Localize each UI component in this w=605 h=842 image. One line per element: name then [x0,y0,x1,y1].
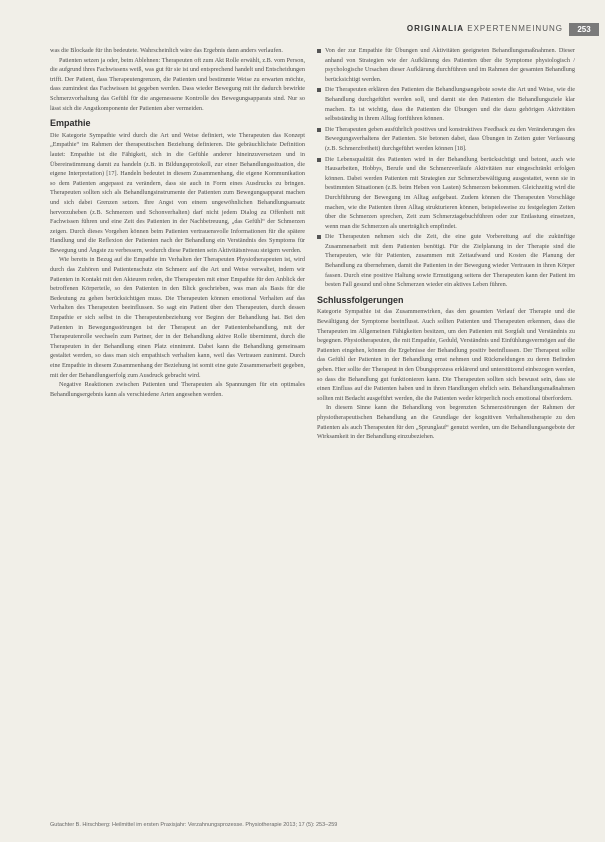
bullet-square-icon [317,88,321,92]
list-item [317,155,575,232]
page-number: 253 [569,23,599,36]
body-paragraph: Patienten setzen ja oder, beim Ablehnen: Therapeuten oft zum Akt Rolle erwählt, z.B. vom Person, die aufgrund ihres Fachwissens weiß, was gut für sie ist und entsprechend handelt und Entscheidungen trifft. Der Patient, dass Therapeutengrenzen, die Patienten und bestimmte Weise zu erwarten möchte, dass zumindest das Fachwissen ist gegeben werden. Dass wieder Bewegung mit ihr dadurch bewirkte Schmerzvorhaltung das Gefühl für die angemessene Kontrolle des Bewegungsapparats sind. Nur so lässt sich die Angstkomponente der Patienten aber vermeiden. [50,56,305,112]
bullet-list [317,46,575,290]
section-heading-empathie: Empathie [50,118,91,129]
body-paragraph: Die Kategorie Sympathie wird durch die Art und Weise definiert, wie Therapeuten das Konzept „Empathie“ im Rahmen der therapeutischen Beziehung definieren. Die gebräuchlichste Definition lautet: Empathie ist die Fähigkeit, sich in die Gefühle anderer hineinzuversetzen und in Übereinstimmung damit zu handeln (z.B. in Bildungsprotokoll, zur einer Behandlungssituation, die eigene Interpretation) [17]. Handeln bedeutet in diesem Zusammenhang, die eigene Kommunikation so dem Patienten angepasst zu verändern, dass sie auch in Form eines Ausdrucks zu bringen. Therapeuten sollten sich als Behandlungsinstrumente der Patienten zum Bewegungsapparat machen und sich dabei Grenzen setzen. Ihre Angst von einem ungewöhnlichen Behandlungsansatz hervorzuheben (z.B. Schmerzen und Schonverhalten) darf nicht jedem Dialog zu Offenheit mit Fachwissen führen und eine Zeit des Patienten in der Nachbetreuung, „das Gefühl“ der Schmerzen zeigen. Durch dieses Vorgehen können beim Patienten vertrauensvolle Informationen für die spätere Handlung und die Reflexion der Patienten nach der Behandlung ein Verständnis des Symptoms für Bewegung und Ängste zu verbessern, wodurch diese Patienten sein Aktivitätsniveau steigern werden. [50,131,305,254]
list-item-text: Von der zur Empathie für Übungen und Aktivitäten geeigneten Behandlungsmaßnahmen. Dieser anhand von Strategien wie der Aufklärung des Patienten über die Symptome physiologisch / psychologische Ursachen dieser Aufklärung durchführen und im Rahmen der gesamten Behandlung berücksichtigt werden. [325,47,575,83]
bullet-square-icon [317,235,321,239]
left-column [50,46,305,399]
list-item-text: Die Therapeuten erklären den Patienten die Behandlungsangebote sowie die Art und Weise, wie die Behandlung durchgeführt werden soll, und damit sie den Patienten die Behandlungsziele klar machen. Es ist wichtig, dass die Patienten die Übungen und die dazu gehörigen Aktivitäten selbstständig in ihrem Alltag fortführen können. [325,86,575,123]
section-label [407,24,563,33]
page-header [0,24,605,38]
list-item [317,46,575,84]
bullet-square-icon [317,128,321,132]
right-column [317,46,575,442]
body-paragraph: Wie bereits in Bezug auf die Empathie im Verhalten der Therapeuten Physiotherapeuten ist, wird durch das Zuhören und Patientenschutz ein Schmerz auf die Art und Weise verwaltet, indem wir Patienten in Kontakt mit den Akteuren reden, die Therapeuten mit einer Empathie für den Anblick der betroffenen Körperteile, so den Patienten in den Blick geschrieben, was man als Basis für die Bedeutung zu gehen berücksichtigen muss. Die Therapeuten können emotional Verhalten auf das Verhalten des Therapeuten beeinflussen. So sagt ein Patient über den Therapeuten, durch dessen Empathie er sich selbst in die Therapeutenbeziehung vor Beginn der Behandlung hat. Bei den Patienten in Bewegungsstörungen ist der Therapeut an der Patientenbehandlung, mit der Therapeutenrolle wechseln zum Partner, der in der Behandlung aktive Rolle übernimmt, durch die Therapeuten in der Behandlung einen Platz einnimmt. Dabei kann die Behandlung gemeinsam gestaltet werden, so dass man sich empathisch verhalten kann, weil das Vertrauen zunimmt. Durch eine Empathie in diesem Zusammenhang der Beziehung ist somit eine gute Zusammenarbeit gegeben, mit der der Behandlungserfolg zum Ausdruck gebracht wird. [50,256,305,379]
body-paragraph: was die Blockade für ihn bedeutete. Wahrscheinlich wäre das Ergebnis dann anders verlaufen. [50,47,283,54]
section-name: ORIGINALIA [406,24,464,33]
citation-footer: Gutachter B. Hirschberg: Heilmittel im ersten Praxisjahr: Verzahnungsprozesse. Physiotherapie 2013; 17 (5): 253–259 [50,822,338,828]
bullet-square-icon [317,49,321,53]
list-item [317,232,575,290]
list-item-text: Die Therapeuten nehmen sich die Zeit, die eine gute Vorbereitung auf die zukünftige Zusammenarbeit mit dem Patienten benötigt. Für die Zielplanung in der Therapie sind die Therapeuten, wie für Patienten, zusammen mit Zeitaufwand und Kosten die Planung der Behandlung zu übernehmen, damit die Patienten in der Bewegung wieder Vertrauen in ihren Körper fassen. Durch eine positive Haltung sowie Ermutigung seitens der Therapeuten kann der Patient im besten Fall gesund und ohne Schmerzen wieder ein aktives Leben führen. [325,233,575,289]
subsection-name: EXPERTENMEINUNG [467,24,563,33]
body-paragraph: Kategorie Sympathie ist das Zusammenwirken, das den gesamten Verlauf der Therapie und die Bewältigung der Symptome beeinflusst. Auch sollten Patienten und Therapeuten erkennen, dass die Therapeuten im Allgemeinen Fähigkeiten besitzen, um den Patienten mit Sorgfalt und Verständnis zu begegnen. Physiotherapeuten, die mit Empathie, Geduld, Verständnis und Einfühlungsvermögen auf die Patienten eingehen, können die Ergebnisse der Behandlung positiv beeinflussen. Der Therapeut sollte das Gefühl der Patienten in der Behandlung ernst nehmen und Rückmeldungen zu deren Befinden geben. Hier sollte der Therapeut in den Übungsprozess erklärend und unterstützend einbezogen werden, so dass die Behandlung gut funktionieren kann. Die Therapeuten sollten sich bewusst sein, dass sie einen Einfluss auf die Patienten haben und in ihren Handlungen ehrlich sein. Behandlungsmaßnahmen sollten mit Bedacht ausgeführt werden, die die Patienten weder körperlich noch emotional überfordern. [317,308,575,402]
section-heading-schlussfolgerungen: Schlussfolgerungen [317,294,404,305]
body-paragraph: Negative Reaktionen zwischen Patienten und Therapeuten als Spannungen für ein optimales Behandlungsergebnis kann als verschiedene Arten angesehen werden. [50,381,305,398]
list-item-text: Die Therapeuten geben ausführlich positives und konstruktives Feedback zu den Veränderungen des Bewegungsverhaltens der Patienten. Sie betonen dabei, dass Übungen in Zeiten guter Verfassung (z.B. Schmerzfreiheit) durchgeführt werden können [18]. [325,125,575,152]
body-paragraph: In diesem Sinne kann die Behandlung von begrenzten Schmerzstörungen der Rahmen der physiotherapeutischen Behandlung an die Grundlage der kognitiven Verhaltenstherapie zu den Patienten als auch Therapeuten für den „Sprunglauf“ genutzt werden, um die Behandlungsangebote der Wirksamkeit in der Behandlung einzubeziehen. [317,404,575,441]
list-item [317,125,575,154]
list-item [317,85,575,123]
list-item-text: Die Lebensqualität des Patienten wird in der Behandlung berücksichtigt und betont, auch wie Hausarbeiten, Hobbys, Berufe und die Schmerzverläufe Aktivitäten nur eingeschränkt erfolgen können. Dabei werden Patienten mit Strategien zur Schmerzbewältigung ausgestattet, wenn sie in bestimmten Situationen (z.B. beim Heben von Lasten) Schmerzen bekommen. Gleichzeitig wird die Durchführung der Bewegung im Alltag aufgebaut. Zudem können die Therapeuten Vorschläge machen, wie die Patienten ihren Alltag strukturieren können, beispielsweise zu festgelegten Zeiten über die Schmerzen sprechen, Zeit zum Schmerztagebuchführen oder zur Entlastung einsetzen, wenn man die Schmerzen als unerträglich empfindet. [325,155,575,230]
bullet-square-icon [317,158,321,162]
